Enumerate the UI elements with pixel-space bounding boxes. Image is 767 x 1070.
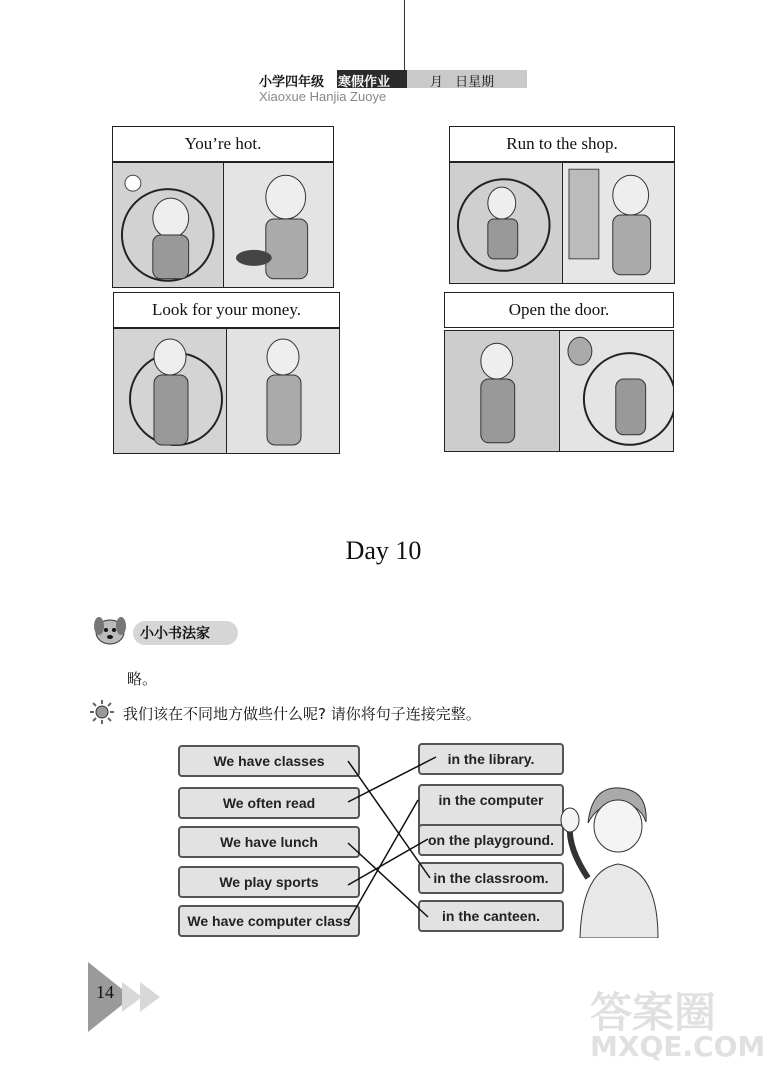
tiger-character-icon	[113, 163, 223, 287]
comic-caption-1: You’re hot.	[112, 126, 334, 162]
comic-caption-2: Run to the shop.	[449, 126, 675, 162]
match-line-4	[348, 839, 428, 885]
match-left-1: We have classes	[178, 745, 360, 777]
comic-panel-1	[112, 162, 334, 288]
tiger-character-icon	[114, 329, 226, 453]
day-title: Day 10	[345, 536, 422, 565]
match-right-4: in the classroom.	[418, 862, 564, 894]
match-right-5: in the canteen.	[418, 900, 564, 932]
comic-image-4a	[445, 331, 560, 451]
header-title-band: 寒假作业	[338, 75, 391, 90]
match-left-3: We have lunch	[178, 826, 360, 858]
tiger-character-icon	[563, 163, 675, 283]
tiger-character-icon	[450, 163, 562, 283]
page-number: 14	[96, 982, 114, 1002]
match-right-1: in the library.	[418, 743, 564, 775]
section-title: 小小书法家	[140, 626, 210, 642]
comic-image-2b	[563, 163, 675, 283]
watermark-logo: 答案圈	[590, 988, 717, 1037]
match-line-3	[348, 843, 428, 917]
matching-instruction: 我们该在不同地方做些什么呢? 请你将句子连接完整。	[123, 705, 481, 723]
match-left-2: We often read	[178, 787, 360, 819]
comic-image-2a	[450, 163, 563, 283]
tiger-character-icon	[445, 331, 559, 451]
match-right-3: on the playground.	[418, 824, 564, 856]
comic-caption-3: Look for your money.	[113, 292, 340, 328]
comic-image-1a	[113, 163, 224, 287]
comic-panel-3	[113, 328, 340, 454]
puppy-mascot-icon	[90, 610, 130, 650]
comic-image-1b	[224, 163, 334, 287]
header-divider-line	[404, 0, 405, 70]
comic-panel-2	[449, 162, 675, 284]
comic-image-3b	[227, 329, 339, 453]
section-answer: 略。	[127, 670, 158, 688]
match-right-2: in the computer	[418, 784, 564, 844]
match-left-4: We play sports	[178, 866, 360, 898]
sun-icon	[90, 700, 114, 724]
tiger-character-icon	[560, 331, 674, 451]
comic-caption-4: Open the door.	[444, 292, 674, 328]
header-title-left: 小学四年级	[259, 75, 325, 90]
comic-image-4b	[560, 331, 674, 451]
boy-waving-icon	[558, 778, 668, 938]
watermark-url: MXQE.COM	[590, 1030, 766, 1063]
match-line-5	[348, 800, 418, 922]
tiger-character-icon	[227, 329, 339, 453]
comic-image-3a	[114, 329, 227, 453]
header-subtitle: Xiaoxue Hanjia Zuoye	[259, 89, 387, 104]
match-left-5: We have computer class	[178, 905, 360, 937]
comic-panel-4	[444, 330, 674, 452]
header-date-field: 月 日星期	[430, 75, 495, 90]
tiger-character-icon	[224, 163, 334, 287]
